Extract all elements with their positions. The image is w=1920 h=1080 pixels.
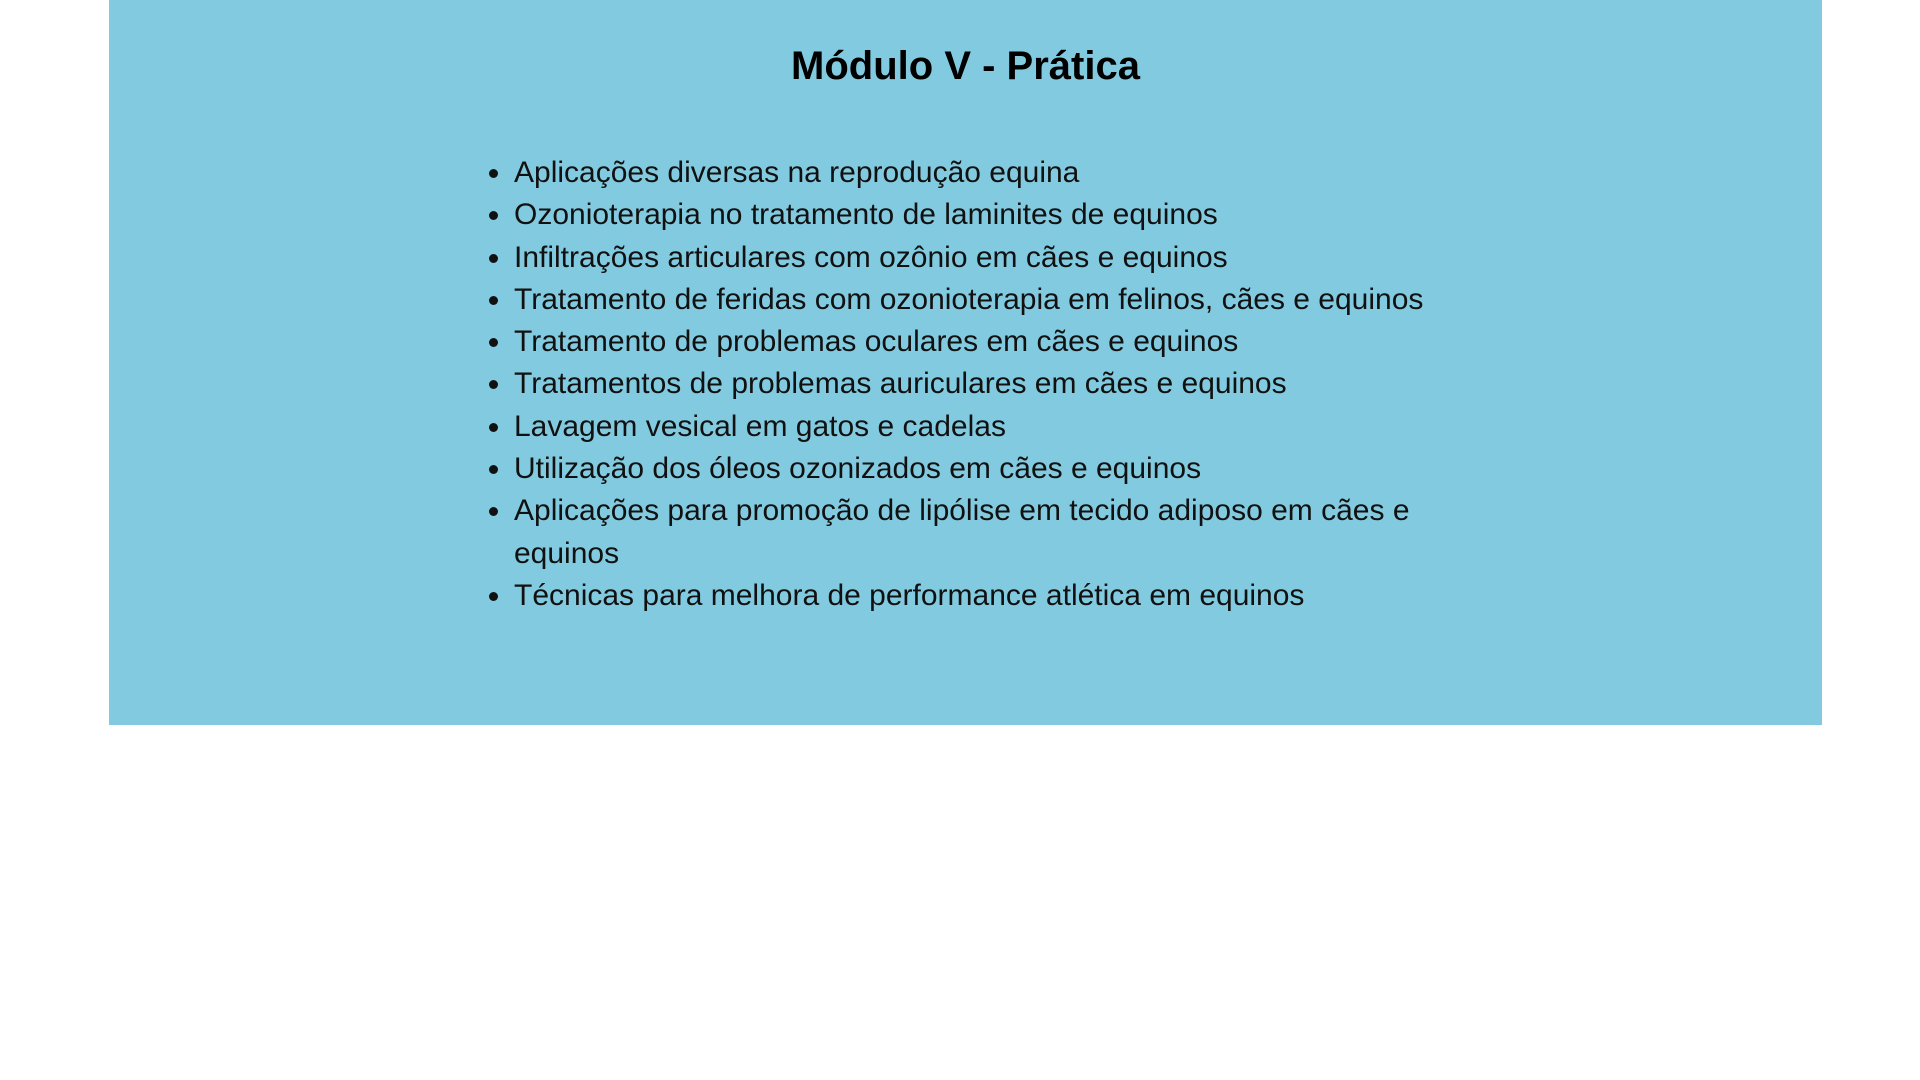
list-item-text: Tratamento de feridas com ozonioterapia em felinos, cães e equinos <box>514 282 1424 316</box>
list-item-text: Ozonioterapia no tratamento de laminites de equinos <box>514 198 1218 232</box>
list-item <box>514 237 1474 279</box>
list-item-text: Aplicações diversas na reprodução equina <box>514 156 1080 189</box>
list-item <box>514 363 1474 405</box>
list-item <box>514 321 1474 363</box>
bullet-icon <box>489 254 498 263</box>
bullet-icon <box>489 592 498 601</box>
list-item <box>514 490 1474 575</box>
wave-divider <box>109 715 1822 775</box>
bullet-icon <box>489 169 498 178</box>
list-item <box>514 406 1474 448</box>
list-item-text: Tratamentos de problemas auriculares em cães e equinos <box>514 367 1287 401</box>
list-item <box>514 575 1474 617</box>
bullet-icon <box>489 423 498 432</box>
list-item <box>514 194 1474 236</box>
list-item <box>514 448 1474 490</box>
list-item-text: Aplicações para promoção de lipólise em tecido adiposo em cães e equinos <box>514 494 1410 570</box>
list-item-text: Tratamento de problemas oculares em cães e equinos <box>514 325 1239 359</box>
bullet-icon <box>489 465 498 474</box>
list-item-text: Utilização dos óleos ozonizados em cães e equinos <box>514 452 1202 486</box>
module-title: Módulo V - Prática <box>791 44 1140 88</box>
bullet-icon <box>489 296 498 305</box>
list-item-text: Infiltrações articulares com ozônio em cães e equinos <box>514 240 1228 274</box>
list-item <box>514 279 1474 321</box>
list-item-text: Técnicas para melhora de performance atlética em equinos <box>514 578 1305 612</box>
list-item <box>514 152 1474 194</box>
list-item-text: Lavagem vesical em gatos e cadelas <box>514 409 1006 443</box>
topic-list <box>514 152 1474 617</box>
